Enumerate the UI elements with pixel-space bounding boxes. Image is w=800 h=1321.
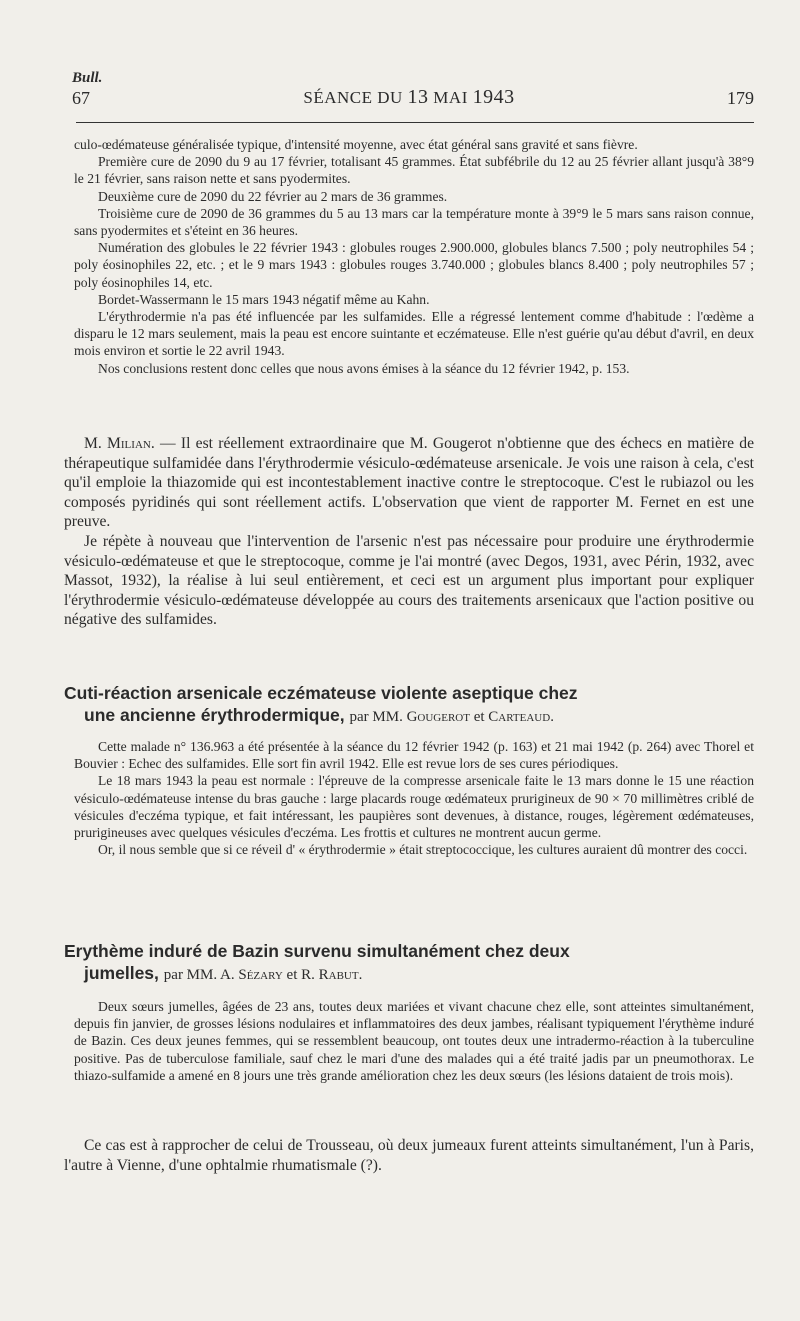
case-paragraph: Deuxième cure de 2090 du 22 février au 2 mars de 36 grammes. — [98, 188, 448, 204]
milian-paragraph-2: Je répète à nouveau que l'intervention de l'arsenic n'est pas nécessaire pour produire une érythrodermie vésiculo-œdémateuse et que le streptocoque, comme je l'ai montré (avec Degos, 1931, avec Périn, 1932, avec Massot, 1932), la réalise à lui seul entièrement, et ceci est un argument plus important pour expliquer l'érythrodermie vésiculo-œdémateuse développée au cours des traitements arsenicaux que l'action positive ou négative des sulfamides. — [64, 532, 754, 629]
article-body — [74, 998, 754, 1084]
milian-paragraph-1: M. Milian. — Il est réellement extraordinaire que M. Gougerot n'obtienne que des échecs en matière de thérapeutique sulfamidée dans l'érythrodermie vésiculo-œdémateuse arsenicale. Je vois une raison à cela, c'est qu'il emploie la thiazomide qui est incontestablement inactive contre le streptocoque. C'est le rubiazol ou les composés pyridinés qui sont réellement actifs. L'observation que vient de rapporter M. Fernet en est une preuve. — [64, 435, 754, 531]
article-body — [74, 738, 754, 858]
running-header — [64, 66, 754, 112]
article-paragraph: Cette malade n° 136.963 a été présentée à la séance du 12 février 1942 (p. 163) et 21 mai 1942 (p. 264) avec Thorel et Bouvier : Echec des sulfamides. Elle sort fin avril 1942. Elle est revue lors de ses cures périodiques. — [74, 739, 754, 772]
author-name: Carteaud. — [488, 709, 554, 725]
author-name: Sézary — [238, 967, 283, 983]
case-paragraph: Numération des globules le 22 février 1943 : globules rouges 2.900.000, globules blancs 7.500 ; poly neutrophiles 54 ; poly éosinophiles 22, etc. ; et le 9 mars 1943 : globules rouges 3.740.000 ; globules blancs 8.400 ; poly neutrophiles 57 ; poly éosinophiles 14, etc. — [74, 240, 754, 290]
article-paragraph: Or, il nous semble que si ce réveil d' « érythrodermie » était streptococcique, les cultures auraient dû montrer des cocci. — [98, 842, 748, 858]
article-title: Cuti-réaction arsenicale eczémateuse violente aseptique chez une ancienne érythrodermique, par MM. Gougerot et Carteaud. — [64, 683, 578, 725]
article-title: Erythème induré de Bazin survenu simultanément chez deux jumelles, par MM. A. Sézary et R. Rabut. — [64, 941, 570, 983]
case-paragraph: culo-œdémateuse généralisée typique, d'intensité moyenne, avec état général sans gravité et sans fièvre. — [74, 137, 638, 152]
session-month: MAI — [433, 88, 468, 107]
session-title — [64, 86, 754, 109]
article-paragraph: Ce cas est à rapprocher de celui de Trousseau, où deux jumeaux furent atteints simultanément, l'un à Paris, l'autre à Vienne, d'une ophtalmie rhumatismale (?). — [64, 1137, 754, 1174]
page-number: 179 — [727, 88, 754, 108]
session-day: 13 — [407, 86, 429, 108]
header-rule — [76, 122, 754, 123]
journal-abbrev: Bull. — [72, 70, 103, 86]
case-continuation — [74, 136, 754, 377]
session-prefix: SÉANCE DU — [303, 88, 403, 107]
author-name: Gougerot — [406, 709, 470, 725]
volume-number: 67 — [72, 88, 90, 108]
case-paragraph: Troisième cure de 2090 de 36 grammes du 5 au 13 mars car la température monte à 39°9 le 5 mars sans raison connue, sans pyodermites et s'éteint en 36 heures. — [74, 205, 754, 239]
article-paragraph: Deux sœurs jumelles, âgées de 23 ans, toutes deux mariées et vivant chacune chez elle, sont atteintes simultanément, depuis fin janvier, de grosses lésions nodulaires et inflammatoires des deux jambes, réalisant typiquement l'érythème induré de Bazin. Ces deux jeunes femmes, qui se ressemblent beaucoup, ont toutes deux une intradermo-réaction à la tuberculine positive. Pas de tuberculose familiale, sauf chez le mari d'une des malades qui a été traité jadis par un pneumothorax. Le thiazo-sulfamide a amené en 8 jours une très grande amélioration chez les deux sœurs (les lésions dataient de trois mois). — [74, 999, 754, 1083]
author-name: Rabut. — [318, 967, 363, 983]
session-year: 1943 — [472, 86, 515, 108]
case-paragraph: Bordet-Wassermann le 15 mars 1943 négatif même au Kahn. — [98, 291, 430, 307]
speaker-name: M. Milian. — [84, 435, 155, 452]
article-paragraph: Le 18 mars 1943 la peau est normale : l'épreuve de la compresse arsenicale faite le 13 mars donne le 15 une réaction vésiculo-œdémateuse intense du bras gauche : large placards rouge œdémateux prurigineux de 90 × 70 millimètres criblé de vésicules d'eczéma typique, et fait intéressant, les paupières sont devenues, à distance, rouges, légèrement œdémateuses, prurigineuses avec quelques vésicules d'eczéma. Les frottis et cultures ne montrent aucun germe. — [74, 773, 754, 841]
milian-discussion — [64, 434, 754, 630]
journal-page — [64, 66, 754, 1174]
case-paragraph: Première cure de 2090 du 9 au 17 février, totalisant 45 grammes. État subfébrile du 12 au 25 février allant jusqu'à 38°9 le 21 février, sans raison nette et sans pyodermites. — [74, 154, 754, 187]
case-paragraph: Nos conclusions restent donc celles que nous avons émises à la séance du 12 février 1942, p. 153. — [98, 360, 630, 376]
article-closing — [64, 1136, 754, 1175]
case-paragraph: L'érythrodermie n'a pas été influencée par les sulfamides. Elle a régressé lentement comme d'habitude : l'œdème a disparu le 12 mars seulement, mais la peau est encore suintante et eczémateuse. Elle n'est guérie qu'au début d'avril, en deux mois environ et sortie le 22 avril 1943. — [74, 309, 754, 359]
